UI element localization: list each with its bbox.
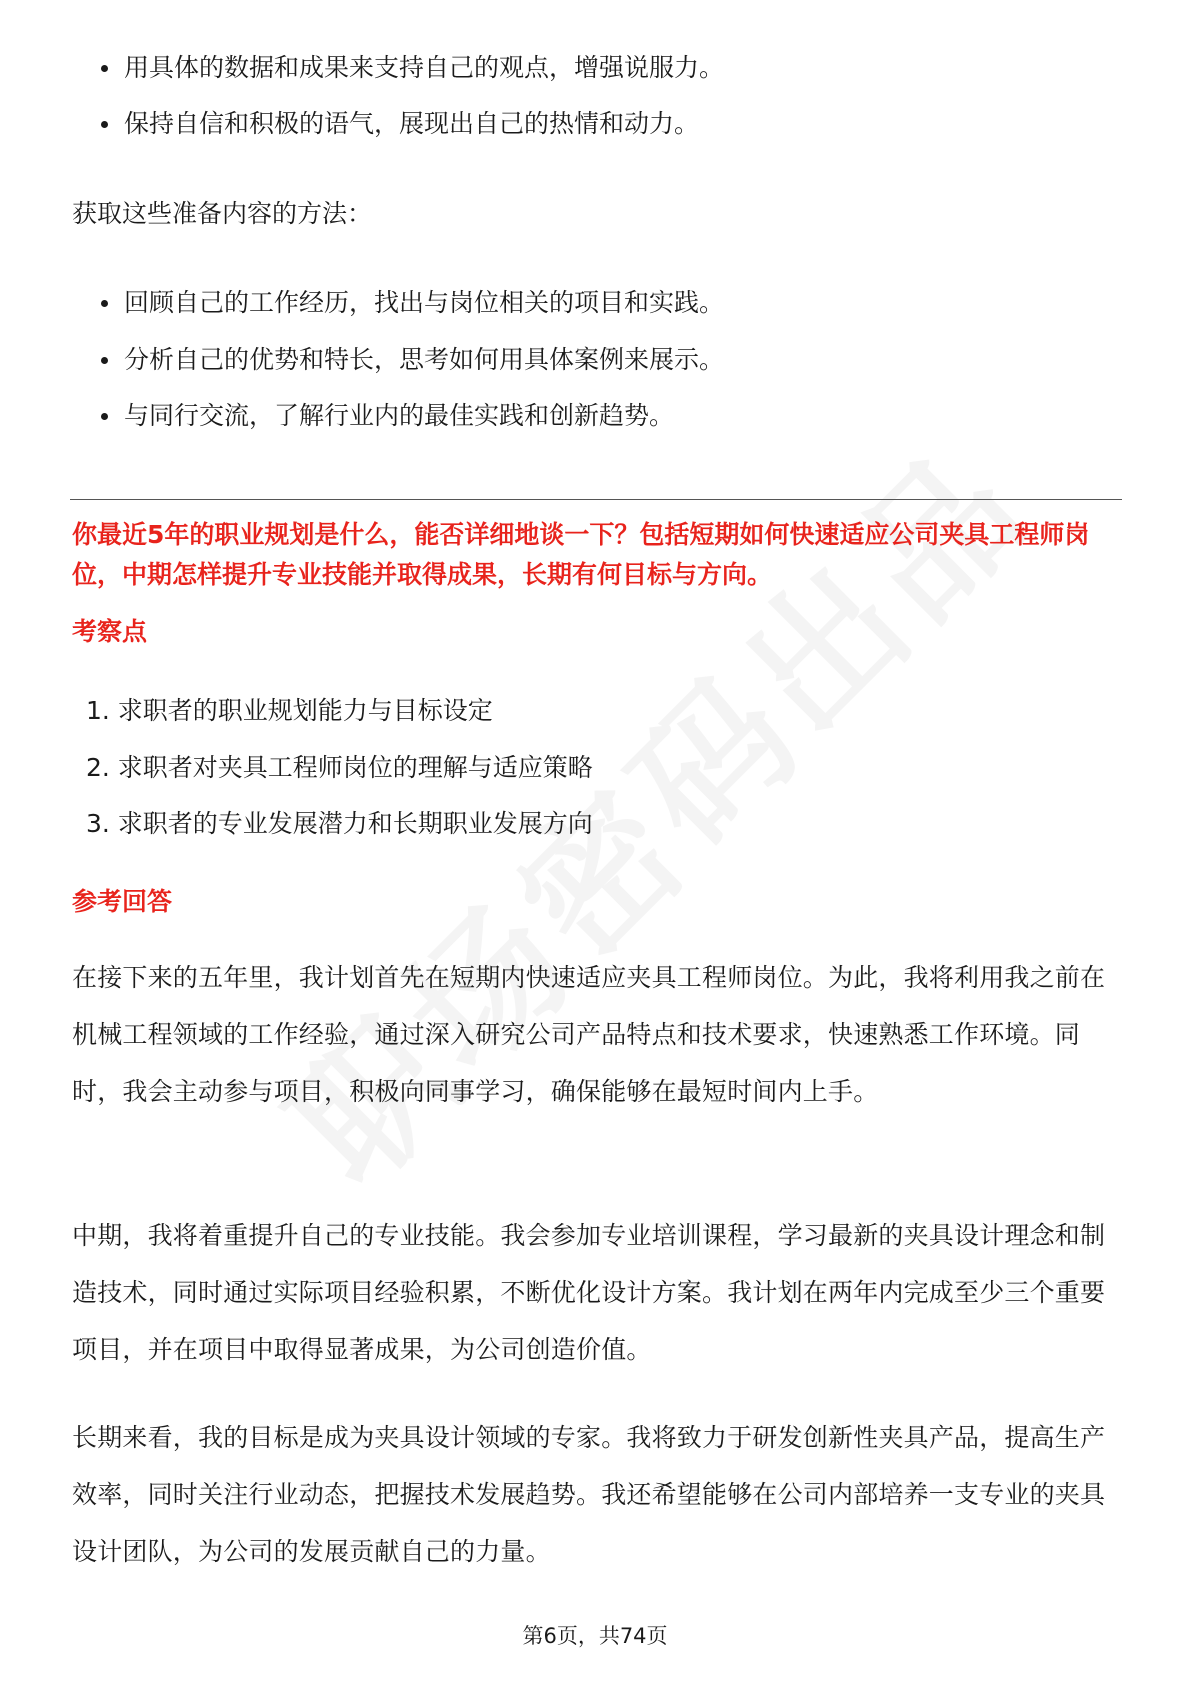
list-item: 3. 求职者的专业发展潜力和长期职业发展方向	[86, 809, 593, 838]
section-divider	[70, 499, 1122, 500]
points-heading: 考察点	[72, 617, 148, 646]
methods-title: 获取这些准备内容的方法：	[72, 199, 373, 228]
bullet-dot-icon	[101, 300, 108, 307]
list-item: 1. 求职者的职业规划能力与目标设定	[86, 696, 493, 725]
list-item-text: 与同行交流，了解行业内的最佳实践和创新趋势。	[124, 401, 675, 430]
list-item	[124, 400, 674, 432]
page-number: 第6页，共74页	[522, 1624, 668, 1648]
answer-paragraph: 长期来看，我的目标是成为夹具设计领域的专家。我将致力于研发创新性夹具产品，提高生产效率，同时关注行业动态，把握技术发展趋势。我还希望能够在公司内部培养一支专业的夹具设计团队，为公司的发展贡献自己的力量。	[72, 1423, 1106, 1566]
list-item-text: 分析自己的优势和特长，思考如何用具体案例来展示。	[124, 345, 725, 374]
list-item-text: 回顾自己的工作经历，找出与岗位相关的项目和实践。	[124, 288, 725, 317]
answer-paragraph: 中期，我将着重提升自己的专业技能。我会参加专业培训课程，学习最新的夹具设计理念和制造技术，同时通过实际项目经验积累，不断优化设计方案。我计划在两年内完成至少三个重要项目，并在项目中取得显著成果，为公司创造价值。	[72, 1221, 1106, 1364]
list-item-text: 保持自信和积极的语气，展现出自己的热情和动力。	[124, 109, 700, 138]
list-item	[124, 108, 699, 140]
answer-heading: 参考回答	[72, 887, 173, 916]
interview-question: 你最近5年的职业规划是什么，能否详细地谈一下？包括短期如何快速适应公司夹具工程师岗位，中期怎样提升专业技能并取得成果，长期有何目标与方向。	[72, 520, 1090, 589]
bullet-dot-icon	[101, 413, 108, 420]
bullet-dot-icon	[101, 357, 108, 364]
answer-paragraph: 在接下来的五年里，我计划首先在短期内快速适应夹具工程师岗位。为此，我将利用我之前在机械工程领域的工作经验，通过深入研究公司产品特点和技术要求，快速熟悉工作环境。同时，我会主动参与项目，积极向同事学习，确保能够在最短时间内上手。	[72, 963, 1106, 1106]
bullet-dot-icon	[101, 65, 108, 72]
list-item: 2. 求职者对夹具工程师岗位的理解与适应策略	[86, 753, 593, 782]
list-item	[124, 52, 724, 84]
bullet-dot-icon	[101, 121, 108, 128]
list-item	[124, 287, 724, 319]
list-item	[124, 344, 724, 376]
list-item-text: 用具体的数据和成果来支持自己的观点，增强说服力。	[124, 53, 725, 82]
